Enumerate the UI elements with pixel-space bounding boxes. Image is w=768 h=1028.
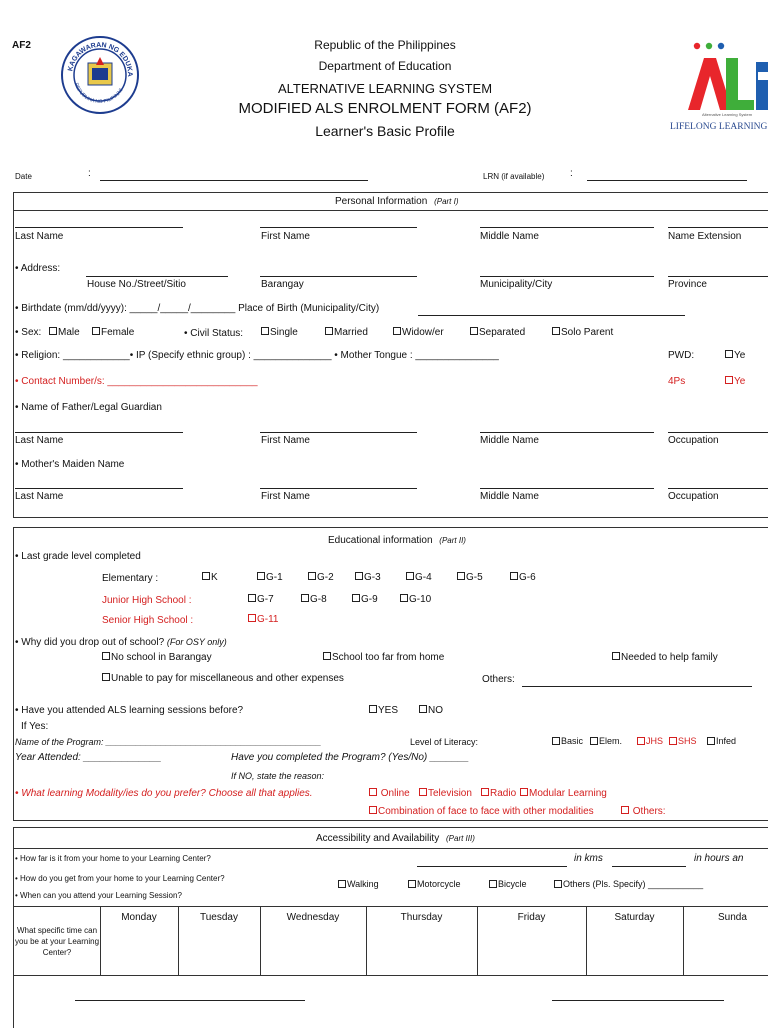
male-checkbox[interactable]: Male: [49, 327, 80, 338]
if-yes-label: If Yes:: [21, 721, 49, 732]
religion-ip-tongue: • Religion: ____________• IP (Specify ethnic group) : ______________ • Mother Tongue : _______________: [15, 350, 499, 361]
signature-line-left[interactable]: [75, 1000, 305, 1001]
mother-first-label: First Name: [261, 491, 310, 502]
married-checkbox[interactable]: Married: [325, 327, 368, 338]
col-divider: [683, 906, 684, 975]
day-thursday: Thursday: [400, 912, 443, 923]
grade-3-checkbox[interactable]: G-3: [355, 572, 381, 583]
lrn-field[interactable]: [587, 180, 747, 181]
day-friday: Friday: [517, 912, 546, 923]
distance-hours-field[interactable]: [612, 866, 686, 867]
barangay-label: Barangay: [261, 279, 304, 290]
middle-name-label: Middle Name: [480, 231, 539, 242]
elementary-label: Elementary :: [102, 573, 159, 584]
mother-first-field[interactable]: [260, 488, 417, 489]
divider: [13, 848, 768, 849]
lit-infed-checkbox[interactable]: Infed: [707, 736, 736, 746]
day-wednesday: Wednesday: [286, 912, 340, 923]
grade-10-checkbox[interactable]: G-10: [400, 594, 431, 605]
grade-5-checkbox[interactable]: G-5: [457, 572, 483, 583]
walking-checkbox[interactable]: Walking: [338, 879, 379, 889]
mother-middle-label: Middle Name: [480, 491, 539, 502]
grade-7-checkbox[interactable]: G-7: [248, 594, 274, 605]
first-name-label: First Name: [261, 231, 310, 242]
how-far-label: • How far is it from your home to your Learning Center?: [15, 854, 211, 863]
form-subtitle: Learner's Basic Profile: [315, 123, 455, 139]
father-middle-field[interactable]: [480, 432, 654, 433]
date-label: Date: [15, 172, 32, 181]
first-name-field[interactable]: [260, 227, 417, 228]
table-bottom-border: [13, 975, 768, 976]
signature-line-right[interactable]: [552, 1000, 724, 1001]
address-label: • Address:: [15, 263, 61, 274]
separated-checkbox[interactable]: Separated: [470, 327, 525, 338]
als-tagline-small: Alternative Learning System: [702, 112, 753, 117]
deped-seal-logo: [60, 35, 140, 115]
form-code: AF2: [12, 40, 31, 51]
father-first-field[interactable]: [260, 432, 417, 433]
when-attend-label: • When can you attend your Learning Session?: [15, 891, 182, 900]
in-hours-label: in hours an: [694, 853, 744, 864]
combination-checkbox[interactable]: Combination of face to face with other modalities: [369, 806, 594, 817]
unable-pay-checkbox[interactable]: Unable to pay for miscellaneous and other expenses: [102, 673, 344, 684]
distance-kms-field[interactable]: [417, 866, 567, 867]
last-name-field[interactable]: [15, 227, 183, 228]
day-sunday: Sunda: [718, 912, 747, 923]
father-last-field[interactable]: [15, 432, 183, 433]
4ps-label: 4Ps: [668, 376, 686, 387]
grade-2-checkbox[interactable]: G-2: [308, 572, 334, 583]
others-drop-field[interactable]: [522, 686, 752, 687]
female-checkbox[interactable]: Female: [92, 327, 134, 338]
completed-program: Have you completed the Program? (Yes/No) _______: [231, 752, 469, 763]
help-family-checkbox[interactable]: Needed to help family: [612, 652, 718, 663]
mother-label: • Mother's Maiden Name: [15, 459, 125, 470]
program-name: Name of the Program: ___________________________________________: [15, 737, 322, 747]
middle-name-field[interactable]: [480, 227, 654, 228]
day-monday: Monday: [121, 912, 157, 923]
year-attended: Year Attended: ______________: [15, 752, 162, 763]
name-ext-field[interactable]: [668, 227, 768, 228]
how-get-label: • How do you get from your home to your Learning Center?: [15, 874, 225, 883]
seal-bottom-text: REPUBLIKA NG PILIPINAS: [72, 82, 125, 106]
part1-title: Personal Information (Part I): [335, 196, 459, 207]
part2-title: Educational information (Part II): [328, 535, 466, 546]
civil-status-label: • Civil Status:: [184, 328, 244, 339]
table-top-border: [13, 906, 768, 907]
grade-k-checkbox[interactable]: K: [202, 572, 218, 583]
lit-basic-checkbox[interactable]: Basic: [552, 736, 583, 746]
grade-6-checkbox[interactable]: G-6: [510, 572, 536, 583]
sex-label: • Sex:: [15, 327, 42, 338]
modality-others-checkbox[interactable]: Others:: [621, 806, 666, 817]
father-middle-label: Middle Name: [480, 435, 539, 446]
grade-4-checkbox[interactable]: G-4: [406, 572, 432, 583]
municipality-field[interactable]: [480, 276, 654, 277]
radio-checkbox[interactable]: Radio: [481, 788, 516, 799]
too-far-checkbox[interactable]: School too far from home: [323, 652, 444, 663]
date-field[interactable]: [100, 180, 368, 181]
4ps-yes-checkbox[interactable]: Ye: [725, 376, 745, 387]
name-ext-label: Name Extension: [668, 231, 742, 242]
day-saturday: Saturday: [614, 912, 655, 923]
why-drop-label: • Why did you drop out of school? (For OSY only): [15, 637, 227, 648]
barangay-field[interactable]: [260, 276, 417, 277]
solo-parent-checkbox[interactable]: Solo Parent: [552, 327, 613, 338]
birthplace-field[interactable]: [418, 315, 685, 316]
als-no-checkbox[interactable]: NO: [419, 705, 443, 716]
if-no-reason: If NO, state the reason:: [231, 771, 325, 781]
level-literacy-label: Level of Literacy:: [410, 737, 479, 747]
father-occupation-field[interactable]: [668, 432, 768, 433]
grade-9-checkbox[interactable]: G-9: [352, 594, 378, 605]
last-grade-label: • Last grade level completed: [15, 551, 141, 562]
father-label: • Name of Father/Legal Guardian: [15, 402, 162, 413]
single-checkbox[interactable]: Single: [261, 327, 298, 338]
no-school-checkbox[interactable]: No school in Barangay: [102, 652, 212, 663]
form-title: MODIFIED ALS ENROLMENT FORM (AF2): [238, 100, 532, 117]
header-line3: ALTERNATIVE LEARNING SYSTEM: [277, 81, 493, 96]
schedule-question: What specific time can you be at your Learning Center?: [14, 926, 100, 957]
transport-others-checkbox[interactable]: Others (Pls. Specify) ___________: [554, 879, 703, 889]
father-last-label: Last Name: [15, 435, 64, 446]
modular-checkbox[interactable]: Modular Learning: [520, 788, 607, 799]
pwd-label: PWD:: [668, 350, 695, 361]
als-tagline: LIFELONG LEARNING: [670, 122, 768, 132]
part3-title: Accessibility and Availability (Part III): [316, 833, 475, 844]
others-drop-label: Others:: [482, 674, 515, 685]
seal-top-text: KAGAWARAN NG EDUKA: [67, 41, 134, 77]
lit-jhs-checkbox[interactable]: JHS: [637, 736, 663, 746]
province-label: Province: [668, 279, 707, 290]
lit-elem-checkbox[interactable]: Elem.: [590, 736, 622, 746]
bicycle-checkbox[interactable]: Bicycle: [489, 879, 527, 889]
contact-number: • Contact Number/s: ___________________________: [15, 376, 258, 387]
province-field[interactable]: [668, 276, 768, 277]
pwd-yes-checkbox[interactable]: Ye: [725, 350, 745, 361]
mother-last-label: Last Name: [15, 491, 64, 502]
house-label: House No./Street/Sitio: [87, 279, 186, 290]
lrn-label: LRN (if available): [483, 172, 545, 181]
municipality-label: Municipality/City: [480, 279, 553, 290]
last-name-label: Last Name: [15, 231, 64, 242]
mother-middle-field[interactable]: [480, 488, 654, 489]
mother-occupation-field[interactable]: [668, 488, 768, 489]
grade-11-checkbox[interactable]: G-11: [248, 614, 279, 625]
in-kms-label: in kms: [574, 853, 603, 864]
widow-checkbox[interactable]: Widow/er: [393, 327, 444, 338]
als-logo: [670, 38, 768, 133]
header-line1: Republic of the Philippines: [314, 38, 456, 52]
jhs-label: Junior High School :: [102, 595, 192, 606]
modality-question: • What learning Modality/ies do you prefer? Choose all that applies.: [15, 788, 313, 799]
father-first-label: First Name: [261, 435, 310, 446]
header-line2: Department of Education: [318, 59, 452, 73]
birthdate-label: • Birthdate (mm/dd/yyyy): _____/_____/________ Place of Birth (Municipality/City): [15, 303, 380, 314]
house-field[interactable]: [86, 276, 228, 277]
divider: [13, 210, 768, 211]
als-yes-checkbox[interactable]: YES: [369, 705, 398, 716]
online-checkbox[interactable]: Online: [369, 788, 410, 799]
mother-last-field[interactable]: [15, 488, 183, 489]
attended-als-label: • Have you attended ALS learning sessions before?: [15, 705, 244, 716]
lrn-colon: :: [570, 168, 573, 179]
motorcycle-checkbox[interactable]: Motorcycle: [408, 879, 461, 889]
lit-shs-checkbox[interactable]: SHS: [669, 736, 697, 746]
date-colon: :: [88, 168, 91, 179]
mother-occupation-label: Occupation: [668, 491, 719, 502]
father-occupation-label: Occupation: [668, 435, 719, 446]
day-tuesday: Tuesday: [200, 912, 238, 923]
television-checkbox[interactable]: Television: [419, 788, 472, 799]
shs-label: Senior High School :: [102, 615, 194, 626]
grade-8-checkbox[interactable]: G-8: [301, 594, 327, 605]
grade-1-checkbox[interactable]: G-1: [257, 572, 283, 583]
